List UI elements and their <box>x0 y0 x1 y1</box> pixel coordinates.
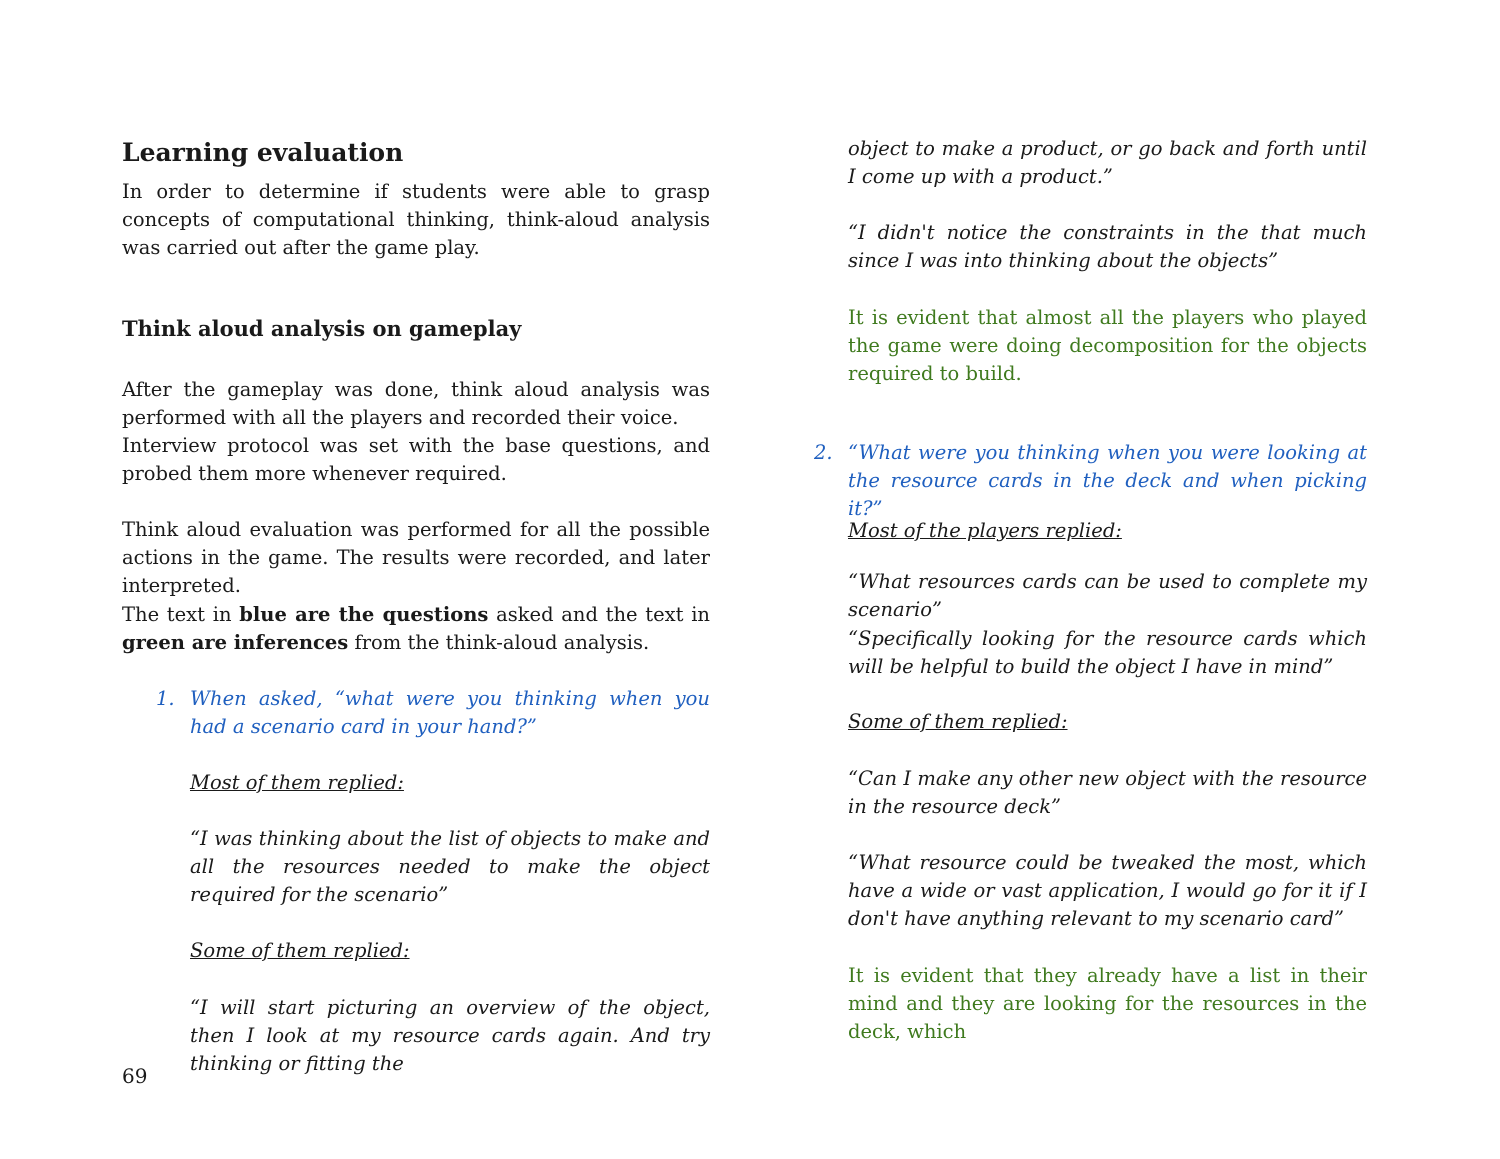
question-1-number: 1. <box>156 687 175 710</box>
legend-text-2: asked and the text in <box>488 603 710 626</box>
question-2-text: “What were you thinking when you were looking at the resource cards in the deck and when picking it?” <box>848 441 1367 520</box>
inference-1: It is evident that almost all the players who played the game were doing decomposition for the objects required to build. <box>848 306 1367 385</box>
most-players-replied-label: Most of the players replied: <box>848 519 1122 542</box>
procedure-paragraph <box>122 376 710 488</box>
answer-6: “Can I make any other new object with the resource in the resource deck” <box>848 767 1367 818</box>
answer-2-continued: object to make a product, or go back and forth until I come up with a product.” <box>848 137 1367 188</box>
intro-paragraph: In order to determine if students were able to grasp concepts of computational thinking, think-aloud analysis was carried out after the game play. <box>122 180 710 259</box>
evaluation-paragraph: Think aloud evaluation was performed for all the possible actions in the game. The results were recorded, and later interpreted. <box>122 518 710 597</box>
subsection-heading: Think aloud analysis on gameplay <box>122 316 522 341</box>
legend-green-bold: green are inferences <box>122 631 349 654</box>
most-replied-label: Most of them replied: <box>190 771 404 794</box>
question-1-text: When asked, “what were you thinking when you had a scenario card in your hand?” <box>190 687 710 738</box>
answer-4: “What resources cards can be used to complete my scenario” <box>848 570 1367 621</box>
procedure-line-2: Interview protocol was set with the base questions, and probed them more whenever required. <box>122 434 710 485</box>
question-2-number: 2. <box>814 441 833 464</box>
legend-blue-bold: blue are the questions <box>239 603 489 626</box>
section-heading: Learning evaluation <box>122 138 404 167</box>
inference-2: It is evident that they already have a list in their mind and they are looking for the resources in the deck, which <box>848 964 1367 1043</box>
legend-text-1: The text in <box>122 603 240 626</box>
some-replied-label: Some of them replied: <box>190 939 410 962</box>
answer-1: “I was thinking about the list of objects to make and all the resources needed to make the object required for the scenario” <box>190 827 710 906</box>
answer-7: “What resource could be tweaked the most, which have a wide or vast application, I would go for it if I don't have anything relevant to my scenario card” <box>848 851 1367 930</box>
answer-3: “I didn't notice the constraints in the that much since I was into thinking about the objects” <box>848 221 1367 272</box>
color-legend-paragraph <box>122 601 710 657</box>
answer-5: “Specifically looking for the resource cards which will be helpful to build the object I have in mind” <box>848 627 1367 678</box>
legend-text-3: from the think-aloud analysis. <box>348 631 650 654</box>
procedure-line-1: After the gameplay was done, think aloud analysis was performed with all the players and recorded their voice. <box>122 378 710 429</box>
page-number: 69 <box>122 1064 148 1088</box>
answer-2-start: “I will start picturing an overview of the object, then I look at my resource cards again. And try thinking or fitting the <box>190 996 710 1075</box>
some-replied-label-right: Some of them replied: <box>848 710 1068 733</box>
